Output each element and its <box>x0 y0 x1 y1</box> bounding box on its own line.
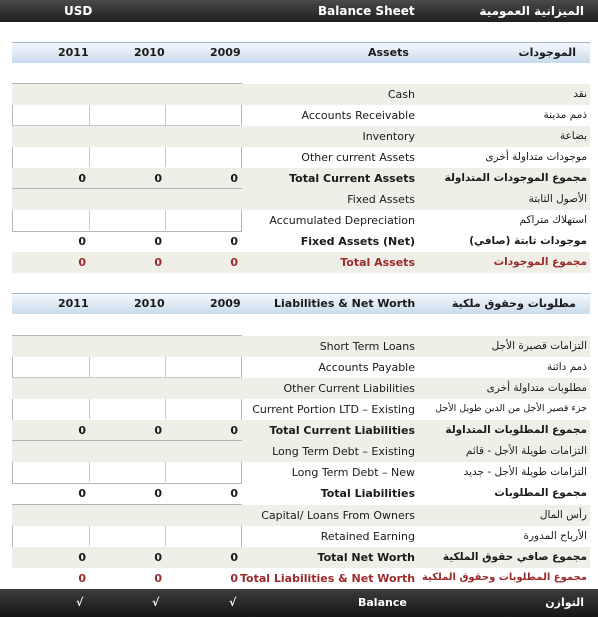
ltd-existing-label-en: Long Term Debt – Existing <box>272 445 415 458</box>
ltd-new-label-ar: التزامات طويلة الأجل - جديد <box>463 466 587 478</box>
cpltd-label-ar: جزء قصير الأجل من الدين طويل الأجل <box>435 403 587 414</box>
total-lnw-2011: 0 <box>78 572 86 585</box>
net-worth-label-en: Total Net Worth <box>317 551 415 564</box>
total-assets-row <box>12 252 590 273</box>
total-liabilities-2009: 0 <box>230 487 238 500</box>
balance-label-en: Balance <box>358 596 407 609</box>
year-2011-header: 2011 <box>58 46 89 59</box>
ltd-new-label-en: Long Term Debt – New <box>291 466 415 479</box>
total-current-liabilities-label-en: Total Current Liabilities <box>269 424 415 437</box>
stl-label-en: Short Term Loans <box>319 340 415 353</box>
cash-label-ar: نقد <box>573 88 587 100</box>
assets-section-ar: الموجودات <box>518 46 576 59</box>
total-current-liabilities-2011: 0 <box>78 424 86 437</box>
other-current-liabilities-label-en: Other Current Liabilities <box>283 382 415 395</box>
assets-section-en: Assets <box>368 46 409 59</box>
other-current-assets-row <box>12 147 590 168</box>
capital-row <box>12 505 590 526</box>
total-current-liabilities-2010: 0 <box>154 424 162 437</box>
balance-bar <box>0 589 598 617</box>
payable-row <box>12 357 590 378</box>
inventory-label-ar: بضاعة <box>559 130 587 142</box>
assets-section-header <box>12 42 590 63</box>
ltd-existing-label-ar: التزامات طويلة الأجل - قائم <box>465 445 587 457</box>
net-worth-row <box>12 547 590 568</box>
total-current-assets-row <box>12 168 590 189</box>
total-current-liabilities-label-ar: مجموع المطلوبات المتداولة <box>445 424 587 436</box>
total-assets-2010: 0 <box>154 256 162 269</box>
total-assets-label-en: Total Assets <box>340 256 415 269</box>
depreciation-row <box>12 210 590 231</box>
ltd-existing-row <box>12 441 590 462</box>
fixed-assets-net-2011: 0 <box>78 235 86 248</box>
cpltd-label-en: Current Portion LTD – Existing <box>252 403 415 416</box>
cash-row <box>12 84 590 105</box>
payable-label-en: Accounts Payable <box>318 361 415 374</box>
total-lnw-label-ar: مجموع المطلوبات وحقوق الملكية <box>422 572 587 583</box>
liabilities-section-header <box>12 293 590 314</box>
total-current-liabilities-2009: 0 <box>230 424 238 437</box>
cpltd-row <box>12 399 590 420</box>
receivable-row <box>12 105 590 126</box>
fixed-assets-row <box>12 189 590 210</box>
liabilities-section-ar: مطلوبات وحقوق ملكية <box>451 297 576 310</box>
total-current-assets-2009: 0 <box>230 172 238 185</box>
total-current-assets-2010: 0 <box>154 172 162 185</box>
retained-label-ar: الأرباح المدورة <box>523 530 587 542</box>
total-liabilities-net-worth-row <box>12 568 590 589</box>
fixed-assets-net-2009: 0 <box>230 235 238 248</box>
title-english: Balance Sheet <box>318 4 415 18</box>
title-bar <box>0 0 598 22</box>
receivable-label-en: Accounts Receivable <box>301 109 415 122</box>
balance-label-ar: التوازن <box>545 596 584 609</box>
total-assets-2011: 0 <box>78 256 86 269</box>
ltd-new-row <box>12 462 590 483</box>
total-current-assets-label-en: Total Current Assets <box>289 172 415 185</box>
fixed-assets-label-ar: الأصول الثابتة <box>528 193 587 205</box>
fixed-assets-net-label-en: Fixed Assets (Net) <box>300 235 415 248</box>
total-lnw-label-en: Total Liabilities & Net Worth <box>240 572 416 585</box>
net-worth-label-ar: مجموع صافي حقوق الملكية <box>442 551 587 563</box>
currency-label: USD <box>64 4 93 18</box>
total-lnw-2010: 0 <box>154 572 162 585</box>
payable-label-ar: ذمم دائنة <box>547 361 587 373</box>
receivable-label-ar: ذمم مدينة <box>543 109 587 121</box>
liabilities-section-en: Liabilities & Net Worth <box>274 297 416 310</box>
total-current-liabilities-row <box>12 420 590 441</box>
year-2011-header-2: 2011 <box>58 297 89 310</box>
total-liabilities-row <box>12 483 590 504</box>
total-liabilities-label-ar: مجموع المطلوبات <box>494 487 587 499</box>
total-assets-2009: 0 <box>230 256 238 269</box>
fixed-assets-net-2010: 0 <box>154 235 162 248</box>
stl-row <box>12 336 590 357</box>
total-liabilities-label-en: Total Liabilities <box>320 487 415 500</box>
year-2009-header-2: 2009 <box>210 297 241 310</box>
retained-label-en: Retained Earning <box>320 530 415 543</box>
capital-label-ar: رأس المال <box>539 509 587 521</box>
total-liabilities-2010: 0 <box>154 487 162 500</box>
other-current-assets-label-en: Other current Assets <box>301 151 415 164</box>
total-current-assets-2011: 0 <box>78 172 86 185</box>
balance-check-2010: √ <box>152 596 160 609</box>
year-2010-header: 2010 <box>134 46 165 59</box>
retained-row <box>12 526 590 547</box>
net-worth-2010: 0 <box>154 551 162 564</box>
stl-label-ar: التزامات قصيرة الأجل <box>491 340 587 352</box>
total-liabilities-2011: 0 <box>78 487 86 500</box>
year-2010-header-2: 2010 <box>134 297 165 310</box>
inventory-row <box>12 126 590 147</box>
cash-label-en: Cash <box>387 88 415 101</box>
fixed-assets-net-row <box>12 231 590 252</box>
year-2009-header: 2009 <box>210 46 241 59</box>
other-current-liabilities-label-ar: مطلوبات متداولة أخرى <box>486 382 587 394</box>
capital-label-en: Capital/ Loans From Owners <box>261 509 415 522</box>
total-lnw-2009: 0 <box>230 572 238 585</box>
net-worth-2009: 0 <box>230 551 238 564</box>
fixed-assets-net-label-ar: موجودات ثابتة (صافي) <box>469 235 587 247</box>
other-current-liabilities-row <box>12 378 590 399</box>
inventory-label-en: Inventory <box>362 130 415 143</box>
balance-check-2009: √ <box>229 596 237 609</box>
depreciation-label-ar: استهلاك متراكم <box>519 214 587 226</box>
depreciation-label-en: Accumulated Depreciation <box>269 214 415 227</box>
title-arabic: الميزانية العمومية <box>479 4 584 18</box>
net-worth-2011: 0 <box>78 551 86 564</box>
fixed-assets-label-en: Fixed Assets <box>347 193 415 206</box>
balance-check-2011: √ <box>76 596 84 609</box>
total-current-assets-label-ar: مجموع الموجودات المتداولة <box>444 172 587 184</box>
total-assets-label-ar: مجموع الموجودات <box>493 256 587 268</box>
other-current-assets-label-ar: موجودات متداولة أخرى <box>485 151 587 163</box>
